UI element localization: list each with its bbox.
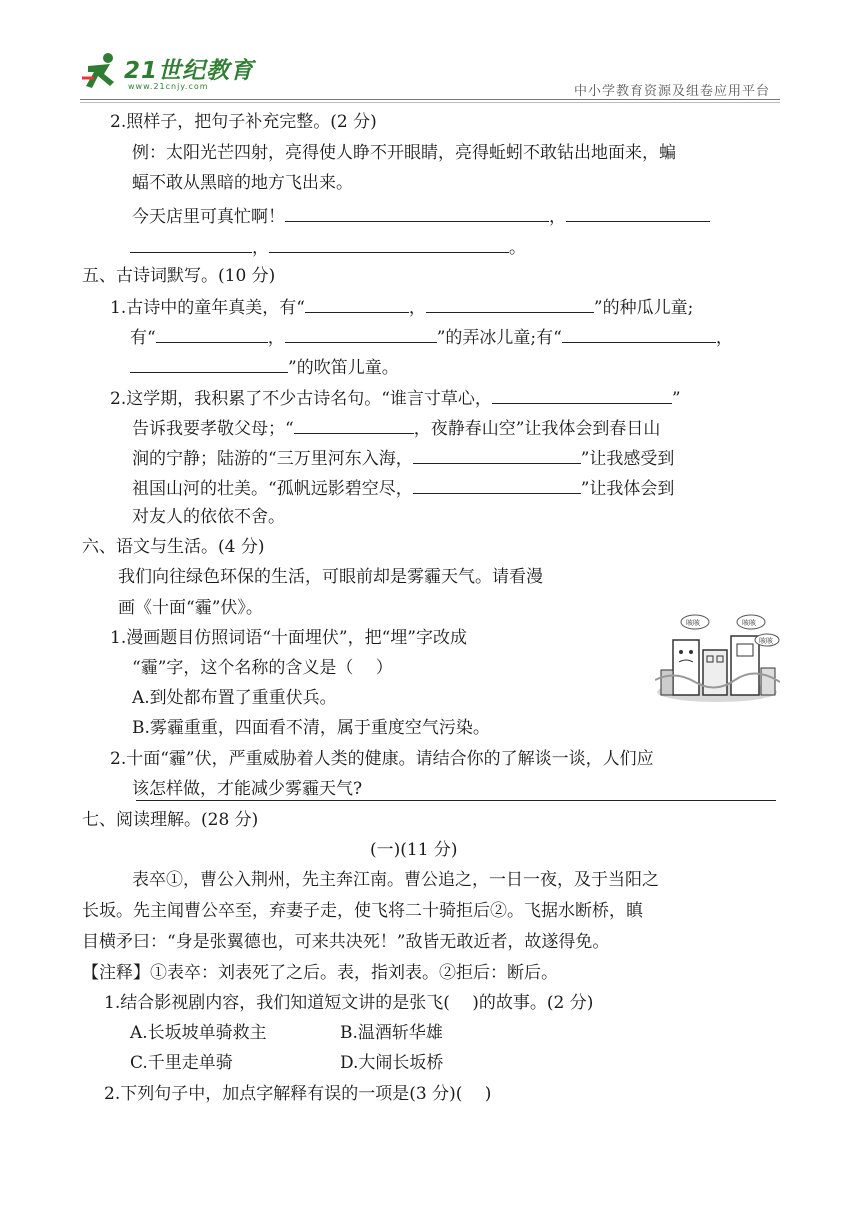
q6-intro-line1: 我们向往绿色环保的生活，可眼前却是雾霾天气。请看漫: [118, 567, 543, 587]
site-logo: [80, 52, 255, 96]
answer-blank[interactable]: [426, 294, 594, 313]
punctuation: ，: [252, 238, 269, 258]
cough-text: 咳咳: [742, 619, 756, 627]
header-divider-thin: [80, 102, 780, 103]
answer-blank[interactable]: [269, 234, 509, 253]
q5-item2-line2: 告诉我要孝敬父母；“ ，夜静春山空”让我体会到春日山: [132, 415, 660, 441]
q5-item1-line3: ”的吹笛儿童。: [130, 354, 399, 380]
punctuation: 。: [509, 238, 526, 258]
q4-example-line1: 例：太阳光芒四射，亮得使人睁不开眼睛，亮得蚯蚓不敢钻出地面来，蝙: [132, 143, 676, 163]
passage-line2: 长坂。先主闻曹公卒至，弃妻子走，使飞将二十骑拒后②。飞据水断桥，瞋: [82, 901, 643, 921]
answer-blank[interactable]: [566, 203, 710, 222]
q5-title: 五、古诗词默写。(10 分): [82, 266, 276, 286]
q7-subsection-title: (一)(11 分): [370, 840, 458, 860]
q6-item2-line2: 该怎样做，才能减少雾霾天气?: [132, 779, 363, 799]
q7-option-c: C.千里走单骑: [130, 1053, 233, 1073]
q4-item2-title: 2.照样子，把句子补充完整。(2 分): [110, 112, 377, 132]
punctuation: ，: [549, 207, 566, 227]
answer-line[interactable]: [136, 800, 776, 801]
q6-intro-line2: 画《十面“霾”伏》。: [118, 598, 263, 618]
q7-option-a: A.长坂坡单骑救主: [130, 1023, 267, 1043]
q5-item1-line2: 有“ ， ”的弄冰儿童;有“ ，: [130, 324, 733, 350]
answer-blank[interactable]: [285, 203, 549, 222]
q6-option-a: A.到处都布置了重重伏兵。: [132, 688, 337, 708]
q5-item1-line1: 1.古诗中的童年真美，有“ ， ”的种瓜儿童;: [110, 294, 693, 320]
q6-item2-line1: 2.十面“霾”伏，严重威胁着人类的健康。请结合你的了解谈一谈，人们应: [110, 749, 654, 769]
logo-text: 21世纪教育: [124, 58, 255, 84]
q7-option-d: D.大闹长坂桥: [340, 1053, 444, 1073]
passage-note: 【注释】①表卒：刘表死了之后。表，指刘表。②拒后：断后。: [82, 963, 558, 983]
answer-blank[interactable]: [492, 385, 672, 404]
passage-line3: 目横矛曰：“身是张翼德也，可来共决死！”敌皆无敢近者，故遂得免。: [82, 932, 610, 952]
answer-blank[interactable]: [562, 324, 716, 343]
q6-item1-line1: 1.漫画题目仿照词语“十面埋伏”，把“埋”字改成: [110, 628, 467, 648]
answer-blank[interactable]: [413, 445, 581, 464]
q7-item1: 1.结合影视剧内容，我们知道短文讲的是张飞( )的故事。(2 分): [104, 993, 594, 1013]
q5-item2-line3: 涧的宁静；陆游的“三万里河东入海， ”让我感受到: [132, 445, 674, 471]
cough-text: 咳咳: [686, 619, 700, 627]
q6-item1-line2: “霾”字，这个名称的含义是（ ）: [132, 658, 393, 678]
page-header: [0, 0, 860, 110]
q7-item2: 2.下列句子中，加点字解释有误的一项是(3 分)( ): [104, 1084, 492, 1104]
answer-blank[interactable]: [285, 324, 437, 343]
answer-blank[interactable]: [413, 475, 581, 494]
answer-blank[interactable]: [294, 415, 414, 434]
answer-blank[interactable]: [130, 234, 252, 253]
header-divider: [80, 99, 780, 100]
answer-blank[interactable]: [305, 294, 409, 313]
answer-blank[interactable]: [130, 354, 288, 373]
q4-fill-prefix: 今天店里可真忙啊！: [132, 207, 285, 227]
q4-fill-line1: [132, 203, 710, 229]
smog-cartoon-illustration: [655, 610, 780, 705]
q7-option-b: B.温酒斩华雄: [340, 1023, 443, 1043]
cough-text: 咳咳: [759, 637, 773, 645]
q5-item2-line5: 对友人的依依不舍。: [132, 507, 285, 527]
answer-blank[interactable]: [156, 324, 268, 343]
q4-example-line2: 蝠不敢从黑暗的地方飞出来。: [132, 173, 353, 193]
runner-logo-icon: [80, 52, 124, 92]
platform-name: 中小学教育资源及组卷应用平台: [573, 84, 770, 99]
q4-fill-line2: [130, 234, 526, 260]
q5-item2-line1: 2.这学期，我积累了不少古诗名句。“谁言寸草心， ”: [110, 385, 681, 411]
passage-line1: 表卒①，曹公入荆州，先主奔江南。曹公追之，一日一夜，及于当阳之: [132, 870, 659, 890]
q5-item2-line4: 祖国山河的壮美。“孤帆远影碧空尽， ”让我体会到: [132, 475, 674, 501]
q7-title: 七、阅读理解。(28 分): [82, 810, 259, 830]
q6-title: 六、语文与生活。(4 分): [82, 537, 265, 557]
logo-url: www.21cnjy.com: [128, 82, 209, 91]
q6-option-b: B.雾霾重重，四面看不清，属于重度空气污染。: [132, 718, 490, 738]
